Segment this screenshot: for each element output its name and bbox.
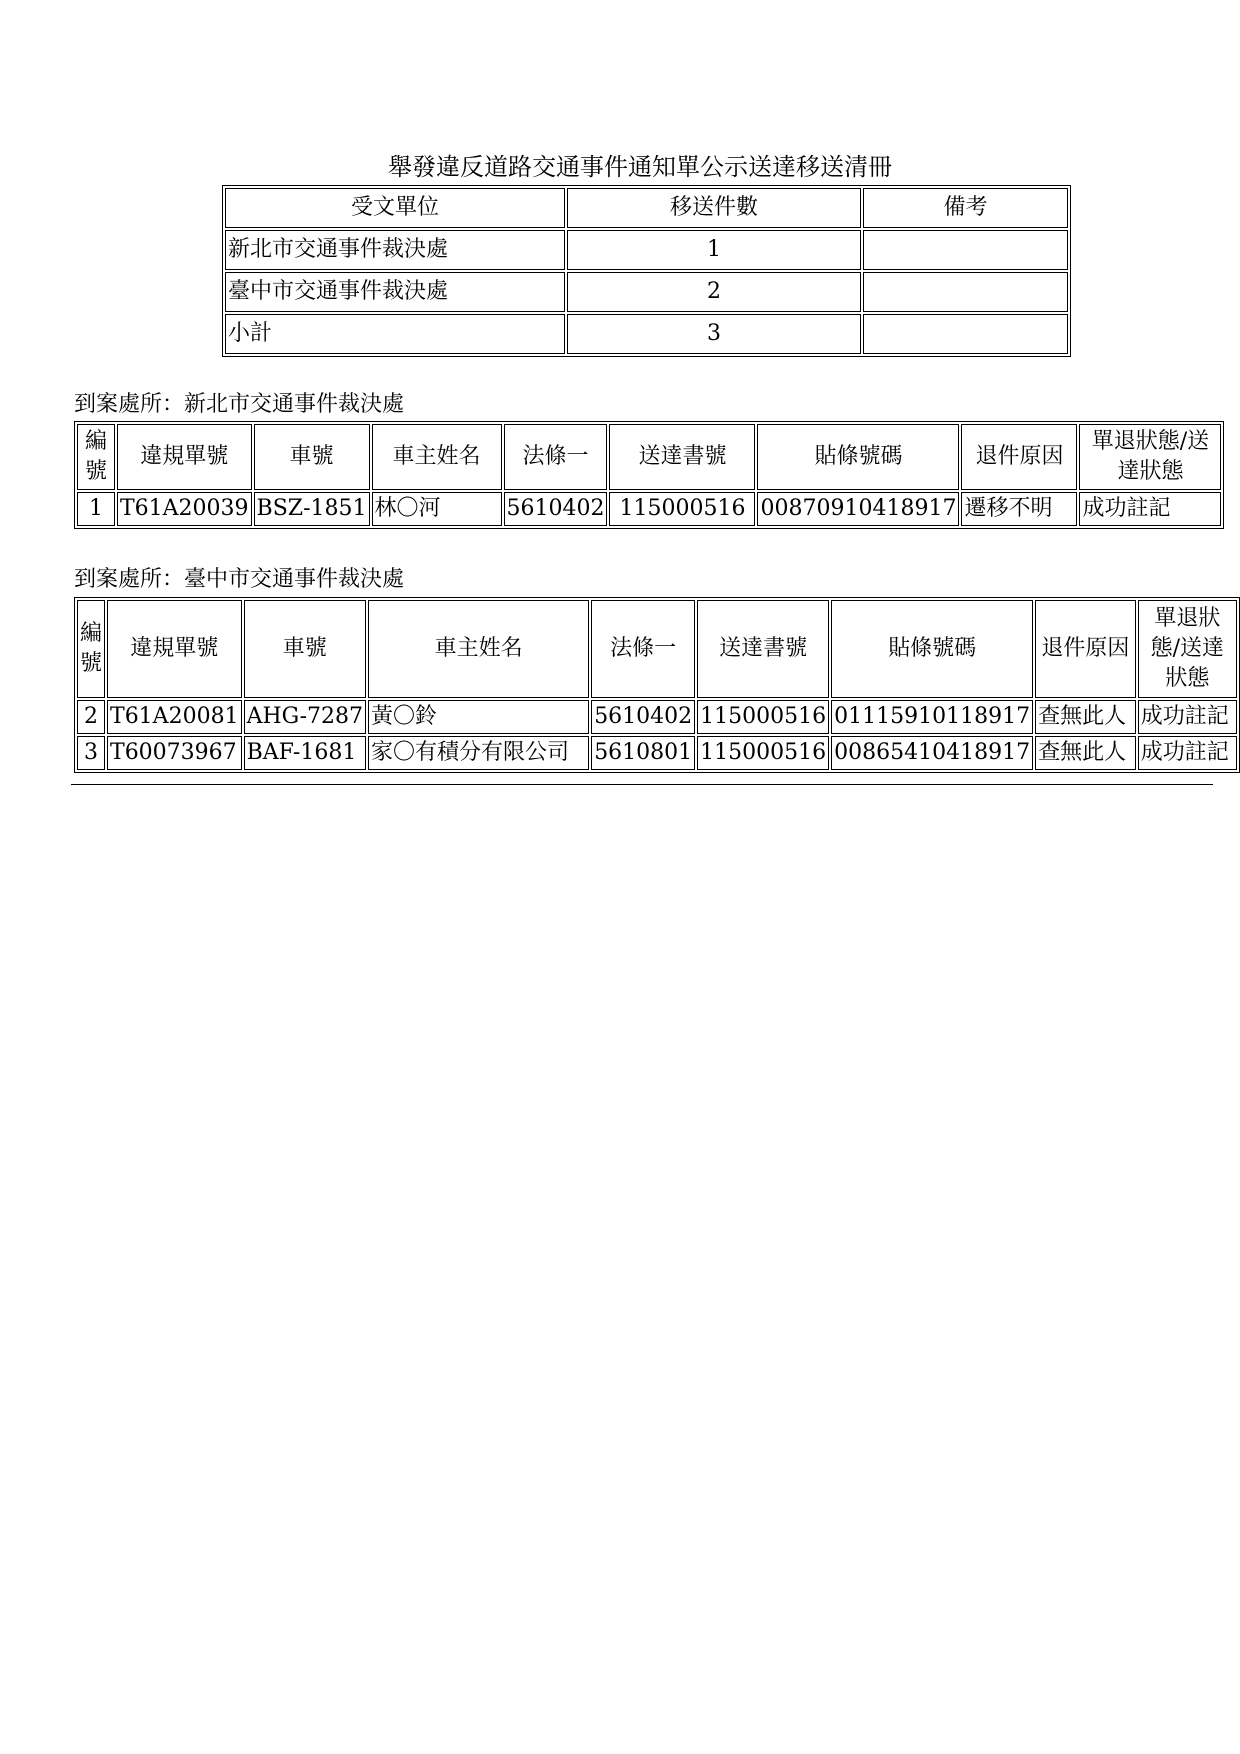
header-sticker-number: 貼條號碼 bbox=[831, 600, 1033, 698]
cell-status: 成功註記 bbox=[1079, 492, 1221, 526]
header-owner-name: 車主姓名 bbox=[372, 424, 502, 490]
document-title: 舉發違反道路交通事件通知單公示送達移送清冊 bbox=[388, 153, 892, 181]
header-return-reason: 退件原因 bbox=[961, 424, 1077, 490]
cell-plate: AHG-7287 bbox=[244, 700, 366, 734]
cell-status: 成功註記 bbox=[1138, 736, 1237, 770]
summary-count: 2 bbox=[567, 272, 861, 312]
summary-table bbox=[222, 185, 1071, 357]
header-plate: 車號 bbox=[244, 600, 366, 698]
cell-plate: BSZ-1851 bbox=[254, 492, 370, 526]
header-sticker-number: 貼條號碼 bbox=[757, 424, 959, 490]
cell-owner-name: 林〇河 bbox=[372, 492, 502, 526]
header-ticket-number: 違規單號 bbox=[107, 600, 242, 698]
cell-delivery-doc-number: 115000516 bbox=[609, 492, 755, 526]
header-law-article: 法條一 bbox=[591, 600, 695, 698]
summary-unit: 新北市交通事件裁決處 bbox=[225, 230, 565, 270]
detail-table-taichung bbox=[74, 597, 1240, 773]
cell-delivery-doc-number: 115000516 bbox=[697, 700, 829, 734]
cell-number: 1 bbox=[77, 492, 115, 526]
detail-header-row bbox=[77, 600, 1237, 698]
cell-sticker-number: 01115910118917 bbox=[831, 700, 1033, 734]
detail-table-new-taipei bbox=[74, 421, 1224, 529]
detail-row bbox=[77, 492, 1221, 526]
summary-note bbox=[863, 230, 1068, 270]
summary-note bbox=[863, 314, 1068, 354]
cell-status: 成功註記 bbox=[1138, 700, 1237, 734]
header-number: 編號 bbox=[77, 600, 105, 698]
summary-row bbox=[225, 230, 1068, 270]
cell-number: 2 bbox=[77, 700, 105, 734]
cell-return-reason: 查無此人 bbox=[1035, 700, 1136, 734]
cell-law-article: 5610402 bbox=[504, 492, 608, 526]
header-delivery-doc-number: 送達書號 bbox=[697, 600, 829, 698]
cell-ticket-number: T60073967 bbox=[107, 736, 242, 770]
header-status: 單退狀態/送達狀態 bbox=[1079, 424, 1221, 490]
cell-number: 3 bbox=[77, 736, 105, 770]
header-transfer-count: 移送件數 bbox=[567, 188, 861, 228]
header-remarks: 備考 bbox=[863, 188, 1068, 228]
header-law-article: 法條一 bbox=[504, 424, 608, 490]
detail-row bbox=[77, 700, 1237, 734]
summary-count: 3 bbox=[567, 314, 861, 354]
summary-count: 1 bbox=[567, 230, 861, 270]
header-number: 編號 bbox=[77, 424, 115, 490]
detail-row bbox=[77, 736, 1237, 770]
cell-ticket-number: T61A20081 bbox=[107, 700, 242, 734]
cell-delivery-doc-number: 115000516 bbox=[697, 736, 829, 770]
cell-owner-name: 黃〇鈴 bbox=[368, 700, 589, 734]
cell-law-article: 5610402 bbox=[591, 700, 695, 734]
cell-law-article: 5610801 bbox=[591, 736, 695, 770]
cell-plate: BAF-1681 bbox=[244, 736, 366, 770]
header-status: 單退狀態/送達狀態 bbox=[1138, 600, 1237, 698]
cell-ticket-number: T61A20039 bbox=[117, 492, 252, 526]
cell-sticker-number: 00865410418917 bbox=[831, 736, 1033, 770]
header-ticket-number: 違規單號 bbox=[117, 424, 252, 490]
header-delivery-doc-number: 送達書號 bbox=[609, 424, 755, 490]
summary-row bbox=[225, 272, 1068, 312]
header-return-reason: 退件原因 bbox=[1035, 600, 1136, 698]
header-owner-name: 車主姓名 bbox=[368, 600, 589, 698]
cell-return-reason: 遷移不明 bbox=[961, 492, 1077, 526]
cell-return-reason: 查無此人 bbox=[1035, 736, 1136, 770]
summary-unit: 小計 bbox=[225, 314, 565, 354]
header-plate: 車號 bbox=[254, 424, 370, 490]
cell-sticker-number: 00870910418917 bbox=[757, 492, 959, 526]
section-label-taichung: 到案處所：臺中市交通事件裁決處 bbox=[74, 567, 405, 592]
bottom-rule bbox=[71, 784, 1213, 785]
section-label-new-taipei: 到案處所：新北市交通事件裁決處 bbox=[74, 392, 405, 417]
summary-unit: 臺中市交通事件裁決處 bbox=[225, 272, 565, 312]
summary-row bbox=[225, 314, 1068, 354]
summary-header-row bbox=[225, 188, 1068, 228]
summary-note bbox=[863, 272, 1068, 312]
cell-owner-name: 家〇有積分有限公司 bbox=[368, 736, 589, 770]
detail-header-row bbox=[77, 424, 1221, 490]
header-receiving-unit: 受文單位 bbox=[225, 188, 565, 228]
